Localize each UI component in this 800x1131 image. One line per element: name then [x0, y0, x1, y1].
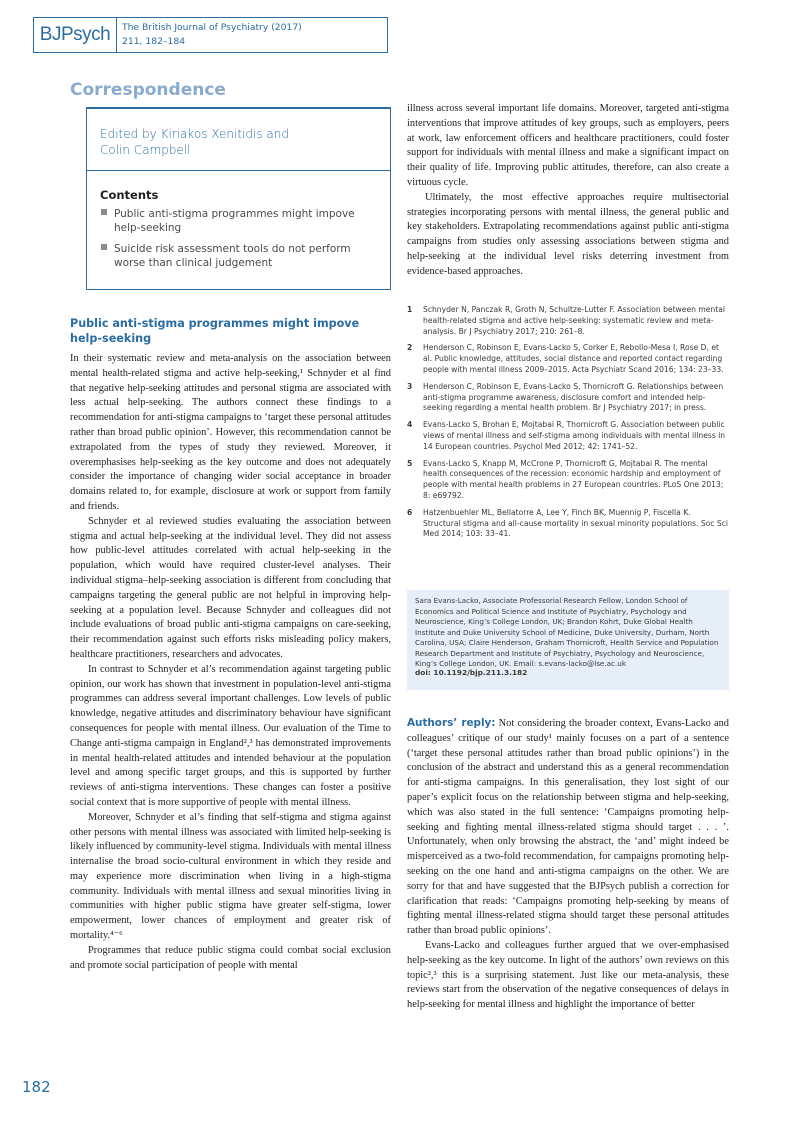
- journal-logo: BJPsych: [34, 18, 117, 52]
- reference-item: 6 Hatzenbuehler ML, Bellatorre A, Lee Y, Finch BK, Muennig P, Fiscella K. Structural stigma and all-cause mortality in sexual minority populations. Soc Sci Med 2014; 103: 33–41.: [407, 507, 728, 539]
- reference-list: [407, 305, 729, 546]
- paragraph: In contrast to Schnyder et al’s recommendation against targeting public opinion, our work has shown that investment in population-level anti-stigma programmes can address several important challenges. Low levels of public knowledge, negative attitudes and discriminatory behaviour have significant consequences for people with mental illness. Our evaluation of the Time to Change anti-stigma campaign in England²,³ has demonstrated improvements in mental health-related attitudes and intended behaviour at the population level and among specific target groups, and this is supported by further reviews of anti-stigma interventions. These changes can foster a positive social context that is more supportive of people with mental illness.: [70, 663, 391, 808]
- page-number: 182: [22, 1078, 51, 1096]
- bullet-icon: [101, 244, 107, 250]
- author-affiliation: Sara Evans-Lacko, Associate Professorial Research Fellow, London School of Economics and Political Science and Institute of Psychiatry, Psychology and Neuroscience, King’s College London, UK; Brandon Kohrt, Duke Global Health Institute and Duke University School of Medicine, Duke University, Durham, North Carolina, USA; Claire Henderson, Graham Thornicroft, Health Service and Population Research Department and Institute of Psychiatry, Psychology and Neuroscience, King’s College London, UK. Email: s.evans-lacko@lse.ac.uk: [407, 590, 729, 690]
- journal-volume: 211, 182–184: [122, 36, 186, 47]
- reference-item: 1 Schnyder N, Panczak R, Groth N, Schultze-Lutter F. Association between mental health-related stigma and active help-seeking: systematic review and meta-analysis. Br J Psychiatry 2017; 210: 261–8.: [407, 305, 725, 336]
- article-column-left: [70, 352, 391, 973]
- paragraph: Programmes that reduce public stigma could combat social exclusion and promote social participation of people with mental: [70, 944, 391, 971]
- contents-item[interactable]: Suicide risk assessment tools do not perform worse than clinical judgement: [101, 242, 371, 270]
- paragraph: In their systematic review and meta-analysis on the association between mental health-related stigma and active help-seeking,¹ Schnyder et al find that negative help-seeking attitudes and personal stigma are associated with less actual help-seeking. The authors connect these findings to a recommendation for anti-stigma campaigns to ‘target these personal attitudes rather than broad public opinion’. However, this recommendation cannot be extrapolated from the types of study they reviewed. Moreover, it overemphasises help-seeking as the key outcome and does not adequately consider the importance of changing wider social acceptance in broader domains related to, for example, disclosure at work or support from family and friends.: [70, 353, 391, 512]
- reference-item: 2 Henderson C, Robinson E, Evans-Lacko S, Corker E, Rebollo-Mesa I, Rose D, et al. Public knowledge, attitudes, social distance and reported contact regarding people with mental illness 2009–2015. Acta Psychiatr Scand 2016; 134: 23–33.: [407, 343, 724, 374]
- editors-line-2: Colin Campbell: [100, 143, 191, 157]
- doi[interactable]: doi: 10.1192/bjp.211.3.182: [415, 668, 528, 677]
- article-title: Public anti-stigma programmes might impove help-seeking: [70, 317, 360, 345]
- paragraph: Moreover, Schnyder et al’s finding that self-stigma and stigma against other persons with mental illness was associated with limited help-seeking is likely influenced by community-level stigma. Individuals with mental illness internalise the broad socio-cultural environment in which they reside and may experience more discrimination when living in a high-stigma community. Individuals with mental illness and sexual minorities living in communities with higher public stigma have greater self-stigma, lower empowerment, lower chances of employment and greater risk of mortality.⁴⁻⁶: [70, 811, 391, 942]
- contents-heading: Contents: [100, 188, 159, 202]
- reference-item: 4 Evans-Lacko S, Brohan E, Mojtabai R, Thornicroft G. Association between public views of mental illness and self-stigma among individuals with mental illness in 14 European countries. Psychol Med 2012; 42: 1741–52.: [407, 420, 726, 451]
- paragraph: Schnyder et al reviewed studies evaluating the association between stigma and actual help-seeking at the individual level. They did not assess how public-level attitudes correlated with actual help-seeking in the population, which would have required cluster-level analyses. Their individual stigma–help-seeking association is different from concluding that campaigns targeting the general public are not helpful in improving help-seeking at a population level. Because Schnyder and colleagues did not include evaluations of broad public anti-stigma campaigns on care-seeking, their recommendation against such efforts risks misleading policy makers, healthcare practitioners, researchers and advocates.: [70, 515, 391, 660]
- contents-divider: [86, 170, 391, 171]
- reply-heading: Authors’ reply:: [407, 717, 496, 729]
- section-title: Correspondence: [70, 80, 226, 100]
- contents-item[interactable]: Public anti-stigma programmes might impove help-seeking: [101, 207, 371, 235]
- journal-header: [33, 17, 388, 53]
- paragraph: illness across several important life domains. Moreover, targeted anti-stigma interventions that improve attitudes of key groups, such as employers, peers at work, law enforcement officers and healthcare practitioners, could foster support for individuals with mental illness and make a significant impact on their quality of life. Improving public attitudes, therefore, can also create a virtuous cycle.: [407, 103, 729, 188]
- paragraph: Ultimately, the most effective approaches require multisectorial strategies incorporating persons with mental illness, the general public and key stakeholders. Extrapolating recommendations against public anti-stigma campaigns from studies only assessing associations between stigma and help-seeking at the individual level risks deterring investment from evidence-based approaches.: [407, 191, 729, 277]
- bullet-icon: [101, 209, 107, 215]
- authors-reply: [407, 716, 729, 1013]
- journal-title: The British Journal of Psychiatry (2017): [122, 22, 302, 33]
- editors: [100, 126, 289, 158]
- paragraph: Evans-Lacko and colleagues further argued that we over-emphasised help-seeking as the key outcome. In light of the authors’ own reviews on this topic²,³ this is a surprising statement. Just like our meta-analysis, these reviews start from the observation of the negative consequences of delays in help-seeking for mental illness and highlight the importance of better: [407, 939, 729, 1011]
- paragraph: Authors’ reply: Not considering the broader context, Evans-Lacko and colleagues’ critique of our study¹ mainly focuses on a part of a sentence (‘target these personal attitudes rather than broad public opinions’) in the conclusion of the abstract and understand this as a general recommendation for anti-stigma campaigns. In this generalisation, they lost sight of our paper’s explicit focus on the relationship between stigma and help-seeking, which was also stated in the full sentence: ‘Campaigns promoting help-seeking and fighting mental illness-related stigma should target . . . ’. Unfortunately, when only browsing the abstract, the ‘and’ might indeed be misperceived as a two-fold recommendation, for campaigns promoting help-seeking on the one hand and anti-stigma campaigns on the other. We are sorry for that and have suggested that the BJPsych publish a correction for clarification that reads: ‘Campaigns promoting help-seeking by means of fighting mental illness-related stigma should target these personal attitudes rather than broad public opinions’.: [407, 717, 729, 937]
- reference-item: 3 Henderson C, Robinson E, Evans-Lacko S, Thornicroft G. Relationships between anti-stigma programme awareness, disclosure comfort and intended help-seeking regarding a mental health problem. Br J Psychiatry 2017; in press.: [407, 381, 724, 413]
- editors-line-1: Edited by Kiriakos Xenitidis and: [100, 127, 289, 141]
- reference-item: 5 Evans-Lacko S, Knapp M, McCrone P, Thornicroft G, Mojtabai R. The mental health consequences of the recession: economic hardship and employment of people with mental health problems in 27 European countries. PLoS One 2013; 8: e69792.: [407, 458, 724, 500]
- contents-box-top-rule: [86, 107, 391, 109]
- article-column-right: [407, 102, 729, 280]
